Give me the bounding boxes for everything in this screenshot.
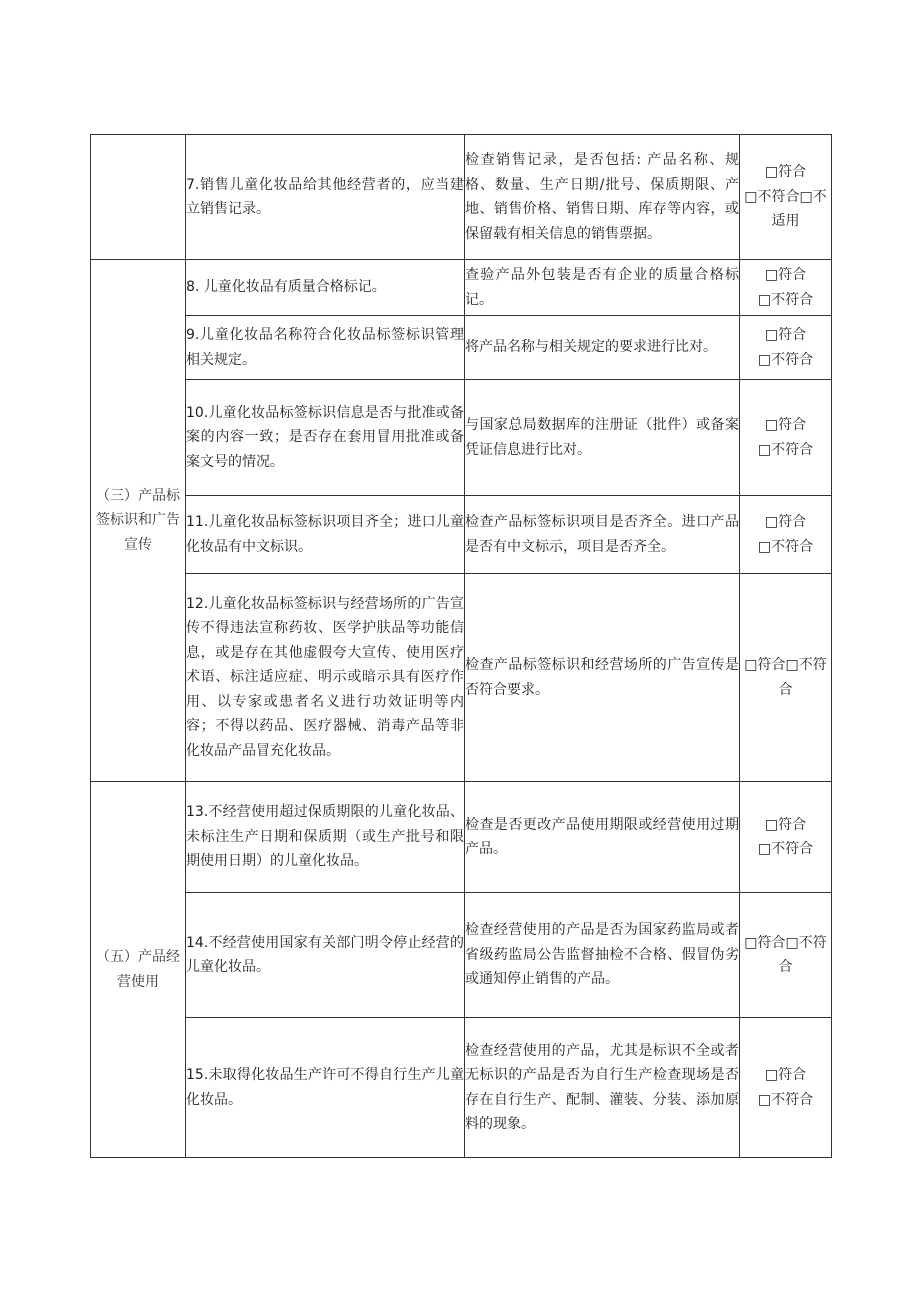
- result-cell: [740, 1018, 832, 1158]
- inspection-table: [90, 134, 832, 1158]
- requirement-cell: 13.不经营使用超过保质期限的儿童化妆品、未标注生产日期和保质期（或生产批号和限期使用日期）的儿童化妆品。: [186, 782, 465, 893]
- check-method-cell: 查验产品外包装是否有企业的质量合格标记。: [465, 260, 740, 316]
- requirement-cell: 8. 儿童化妆品有质量合格标记。: [186, 260, 465, 316]
- category-cell: （三）产品标签标识和广告宣传: [91, 260, 186, 782]
- result-option[interactable]: □不符合: [757, 441, 814, 458]
- result-option[interactable]: □符合: [764, 514, 807, 530]
- requirement-cell: 12.儿童化妆品标签标识与经营场所的广告宣传不得违法宣称药妆、医学护肤品等功能信息，或是存在其他虚假夸大宣传、使用医疗术语、标注适应症、明示或暗示具有医疗作用、以专家或患者名义进行功效证明等内容；不得以药品、医疗器械、消毒产品等非化妆品产品冒充化妆品。: [186, 574, 465, 782]
- requirement-cell: 9.儿童化妆品名称符合化妆品标签标识管理相关规定。: [186, 316, 465, 380]
- result-cell: [740, 496, 832, 574]
- category-cell: [91, 135, 186, 260]
- table-row: [91, 782, 832, 893]
- result-option[interactable]: □不符合: [757, 291, 814, 308]
- requirement-cell: 14.不经营使用国家有关部门明令停止经营的儿童化妆品。: [186, 893, 465, 1018]
- table-row: [91, 496, 832, 574]
- table-row: [91, 893, 832, 1018]
- result-option[interactable]: □符合: [764, 1067, 807, 1083]
- check-method-cell: 检查产品标签标识项目是否齐全。进口产品是否有中文标示，项目是否齐全。: [465, 496, 740, 574]
- result-option[interactable]: □符合: [764, 816, 807, 833]
- result-option[interactable]: □不符合: [757, 841, 814, 857]
- result-cell: [740, 893, 832, 1018]
- requirement-cell: 11.儿童化妆品标签标识项目齐全；进口儿童化妆品有中文标识。: [186, 496, 465, 574]
- result-cell: [740, 316, 832, 380]
- result-option[interactable]: □符合□不符合: [744, 934, 827, 975]
- check-method-cell: 检查经营使用的产品，尤其是标识不全或者无标识的产品是否为自行生产检查现场是否存在自行生产、配制、灌装、分装、添加原料的现象。: [465, 1018, 740, 1158]
- result-option[interactable]: □符合: [764, 164, 807, 181]
- check-method-cell: 与国家总局数据库的注册证（批件）或备案凭证信息进行比对。: [465, 380, 740, 496]
- result-option[interactable]: □不符合: [757, 1091, 814, 1108]
- table-row: [91, 380, 832, 496]
- result-option[interactable]: □符合: [764, 417, 807, 433]
- check-method-cell: 检查经营使用的产品是否为国家药监局或者省级药监局公告监督抽检不合格、假冒伪劣或通知停止销售的产品。: [465, 893, 740, 1018]
- result-cell: [740, 135, 832, 260]
- category-cell: （五）产品经营使用: [91, 782, 186, 1158]
- result-option[interactable]: □符合: [764, 267, 807, 283]
- requirement-cell: 15.未取得化妆品生产许可不得自行生产儿童化妆品。: [186, 1018, 465, 1158]
- table-row: [91, 260, 832, 316]
- check-method-cell: 将产品名称与相关规定的要求进行比对。: [465, 316, 740, 380]
- result-option[interactable]: □不符合: [757, 538, 814, 555]
- check-method-cell: 检查销售记录，是否包括: 产品名称、规格、数量、生产日期/批号、保质期限、产地、销售价格、销售日期、库存等内容，或保留载有相关信息的销售票据。: [465, 135, 740, 260]
- result-option[interactable]: □符合: [764, 327, 807, 343]
- check-method-cell: 检查产品标签标识和经营场所的广告宣传是否符合要求。: [465, 574, 740, 782]
- table-row: [91, 316, 832, 380]
- result-cell: [740, 574, 832, 782]
- result-cell: [740, 782, 832, 893]
- table-row: [91, 574, 832, 782]
- result-option[interactable]: □不符合□不适用: [744, 188, 827, 230]
- table-row: [91, 135, 832, 260]
- result-cell: [740, 380, 832, 496]
- requirement-cell: 10.儿童化妆品标签标识信息是否与批准或备案的内容一致；是否存在套用冒用批准或备案文号的情况。: [186, 380, 465, 496]
- result-cell: [740, 260, 832, 316]
- check-method-cell: 检查是否更改产品使用期限或经营使用过期产品。: [465, 782, 740, 893]
- requirement-cell: 7.销售儿童化妆品给其他经营者的，应当建立销售记录。: [186, 135, 465, 260]
- result-option[interactable]: □符合□不符合: [744, 657, 827, 698]
- table-row: [91, 1018, 832, 1158]
- result-option[interactable]: □不符合: [757, 351, 814, 368]
